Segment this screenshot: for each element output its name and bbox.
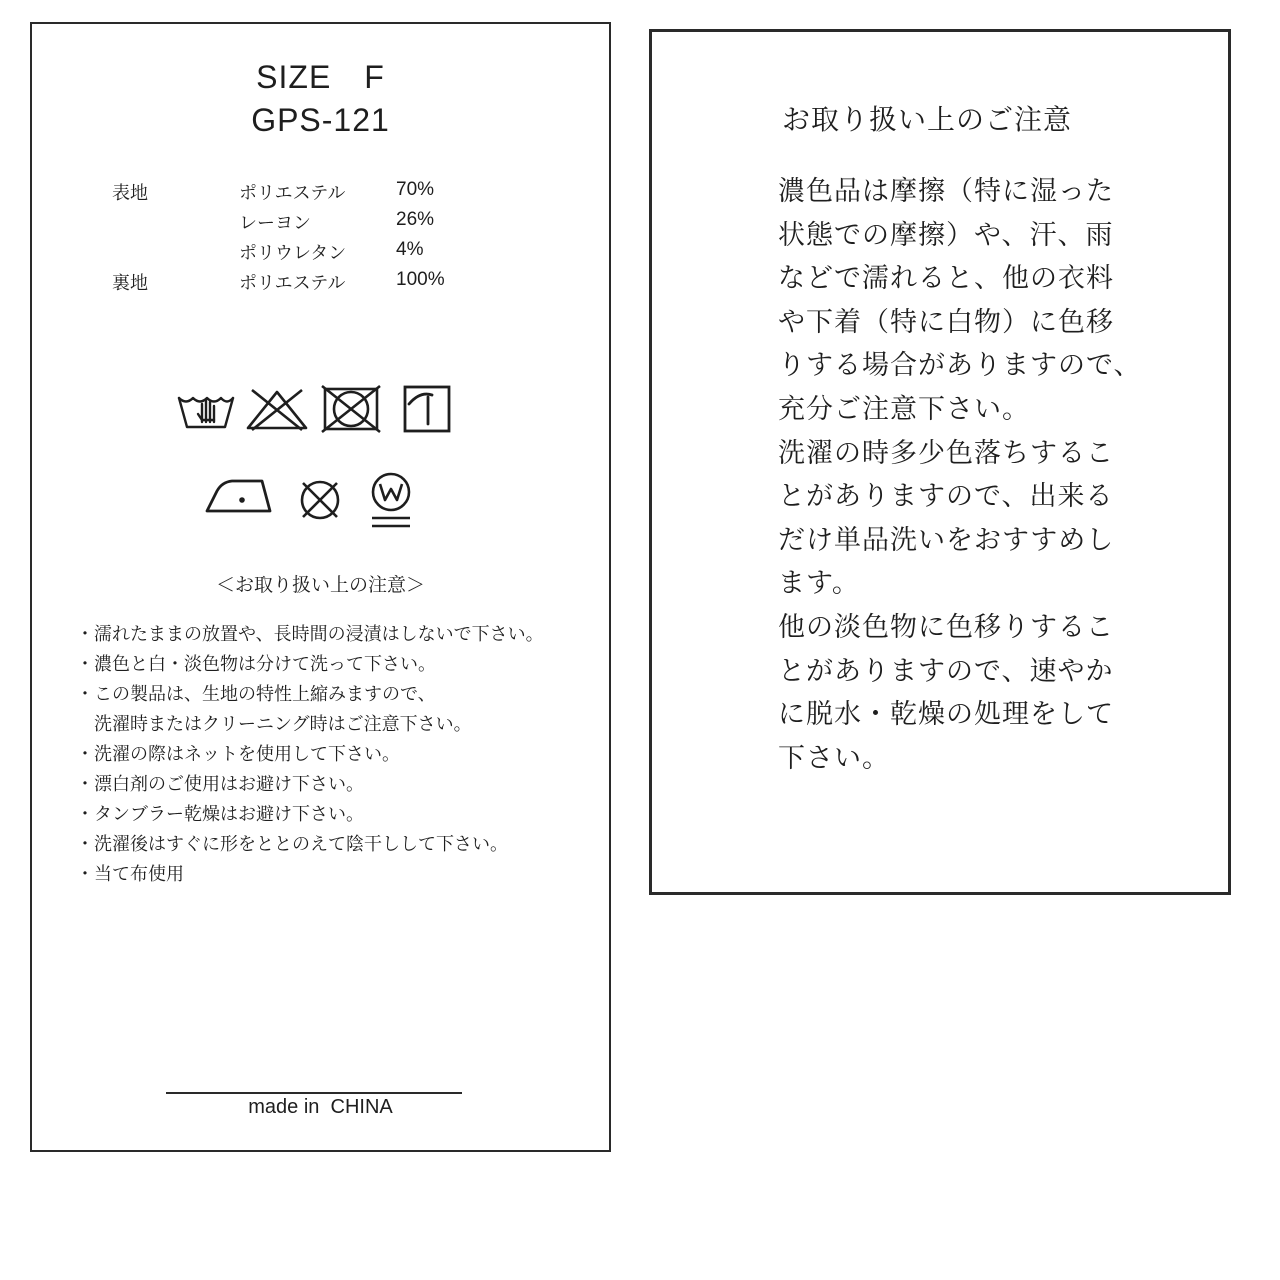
fabric-percent: 70% xyxy=(396,179,435,200)
fabric-material: ポリウレタン xyxy=(239,243,347,264)
fabric-part: 表地 xyxy=(112,183,148,204)
size-text: SIZE F xyxy=(256,59,385,95)
product-code: GPS-121 xyxy=(251,102,390,138)
notice-title: お取り扱い上のご注意 xyxy=(782,103,1073,136)
wet-clean-icon xyxy=(366,472,416,532)
care-instructions-title: ＜お取り扱い上の注意＞ xyxy=(215,574,425,596)
no-tumble-dry-icon xyxy=(320,384,382,434)
notice-line: や下着（特に白物）に色移 xyxy=(778,306,1114,338)
notice-line: などで濡れると、他の衣料 xyxy=(778,263,1114,295)
care-instruction: ・当て布使用 xyxy=(76,864,184,885)
notice-line: りする場合がありますので、 xyxy=(778,350,1142,382)
fabric-percent: 26% xyxy=(396,209,435,230)
no-bleach-icon xyxy=(244,386,310,432)
notice-line: 充分ご注意下さい。 xyxy=(778,393,1030,425)
notice-line: 下さい。 xyxy=(778,742,890,774)
country-of-origin: made in CHINA xyxy=(248,1096,393,1118)
notice-line: だけ単品洗いをおすすめし xyxy=(778,524,1115,556)
notice-line: とがありますので、速やか xyxy=(778,655,1114,687)
care-instruction: 洗濯時またはクリーニング時はご注意下さい。 xyxy=(76,714,472,735)
care-instructions-list xyxy=(76,620,606,890)
hand-wash-30-icon xyxy=(176,384,236,432)
care-instruction: ・漂白剤のご使用はお避け下さい。 xyxy=(76,774,364,795)
notice-line: とがありますので、出来る xyxy=(778,481,1114,513)
handling-notice-card xyxy=(649,29,1231,895)
fabric-material: ポリエステル xyxy=(239,273,346,294)
care-instruction: ・濃色と白・淡色物は分けて洗って下さい。 xyxy=(76,654,436,675)
care-instruction: ・洗濯の際はネットを使用して下さい。 xyxy=(76,744,400,765)
notice-line: 濃色品は摩擦（特に湿った xyxy=(778,176,1114,207)
notice-line: 洗濯の時多少色落ちするこ xyxy=(778,437,1114,469)
line-dry-icon xyxy=(402,384,452,434)
fabric-part: 裏地 xyxy=(112,273,148,294)
care-instruction: ・洗濯後はすぐに形をととのえて陰干しして下さい。 xyxy=(76,834,508,855)
care-instruction: ・この製品は、生地の特性上縮みますので、 xyxy=(76,684,436,705)
fabric-material: ポリエステル xyxy=(239,183,346,204)
notice-line: 他の淡色物に色移りするこ xyxy=(778,611,1114,643)
care-instruction: ・濡れたままの放置や、長時間の浸漬はしないで下さい。 xyxy=(76,624,544,645)
iron-low-icon xyxy=(204,474,274,514)
iron-dot xyxy=(239,497,245,503)
care-instruction: ・タンブラー乾燥はお避け下さい。 xyxy=(76,804,364,825)
fabric-percent: 4% xyxy=(396,239,424,260)
notice-line: 状態での摩擦）や、汗、雨 xyxy=(778,219,1114,251)
notice-line: に脱水・乾燥の処理をして xyxy=(778,699,1114,731)
no-dry-clean-icon xyxy=(294,477,346,523)
notice-body xyxy=(778,170,1218,780)
care-label xyxy=(30,22,611,1152)
fabric-material: レーヨン xyxy=(239,213,311,234)
notice-line: ます。 xyxy=(778,568,860,600)
fabric-percent: 100% xyxy=(396,269,445,290)
origin-divider xyxy=(166,1092,462,1094)
